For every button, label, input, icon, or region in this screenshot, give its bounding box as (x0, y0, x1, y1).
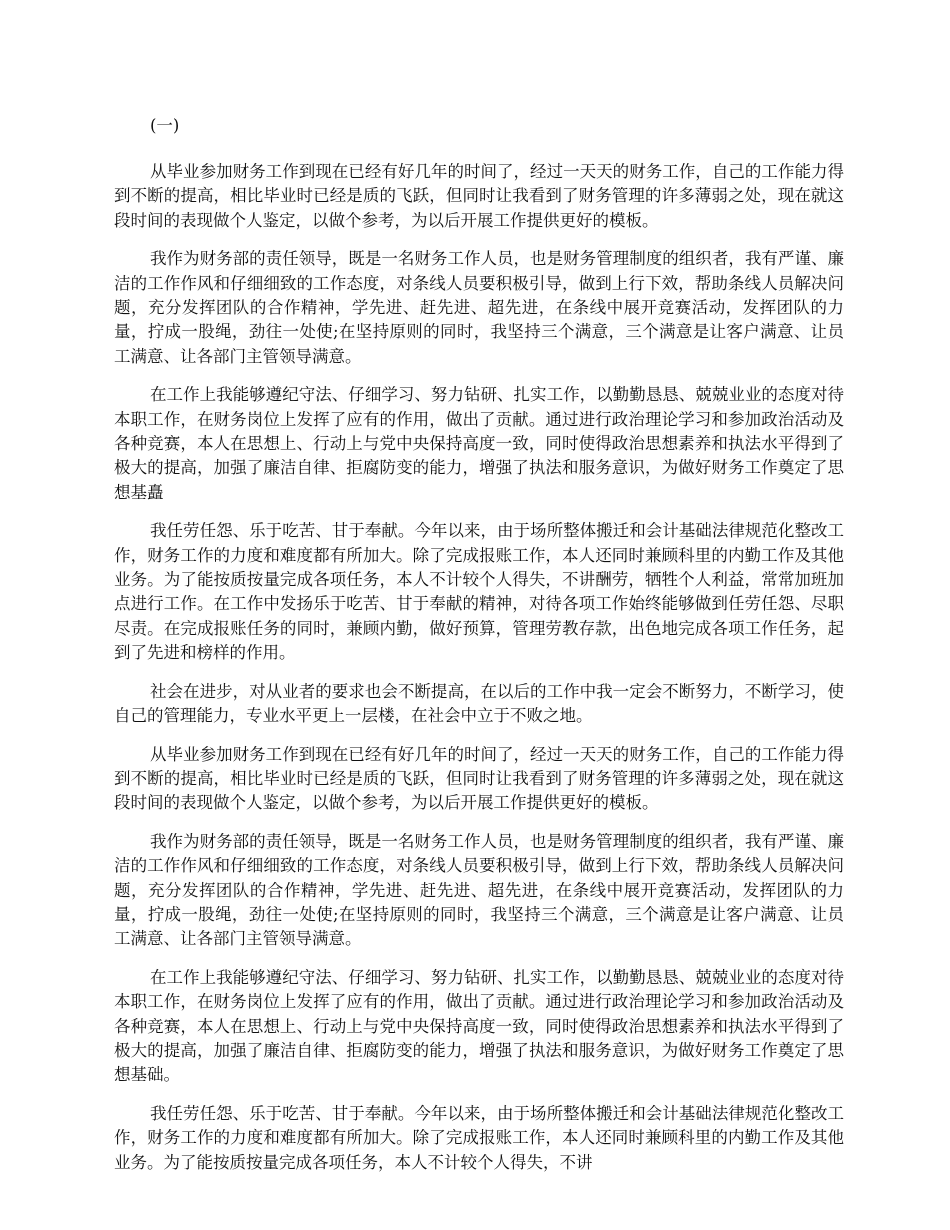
paragraph-2: 我作为财务部的责任领导，既是一名财务工作人员，也是财务管理制度的组织者，我有严谨、廉洁的工作作风和仔细细致的工作态度，对条线人员要积极引导，做到上行下效，帮助条线人员解决问题，充分发挥团队的合作精神，学先进、赶先进、超先进，在条线中展开竞赛活动，发挥团队的力量，拧成一股绳，劲往一处使;在坚持原则的同时，我坚持三个满意，三个满意是让客户满意、让员工满意、让各部门主管领导满意。 (114, 249, 844, 366)
paragraph-1: 从毕业参加财务工作到现在已经有好几年的时间了，经过一天天的财务工作，自己的工作能力得到不断的提高，相比毕业时已经是质的飞跃，但同时让我看到了财务管理的许多薄弱之处，现在就这段时间的表现做个人鉴定，以做个参考，为以后开展工作提供更好的模板。 (114, 162, 844, 230)
paragraph-8: 在工作上我能够遵纪守法、仔细学习、努力钻研、扎实工作，以勤勤恳恳、兢兢业业的态度对待本职工作，在财务岗位上发挥了应有的作用，做出了贡献。通过进行政治理论学习和参加政治活动及各种竞赛，本人在思想上、行动上与党中央保持高度一致，同时使得政治思想素养和执法水平得到了极大的提高，加强了廉洁自律、拒腐防变的能力，增强了执法和服务意识，为做好财务工作奠定了思想基础。 (114, 968, 844, 1085)
paragraph-5: 社会在进步，对从业者的要求也会不断提高，在以后的工作中我一定会不断努力，不断学习，使自己的管理能力，专业水平更上一层楼，在社会中立于不败之地。 (114, 681, 844, 725)
document-page (114, 114, 844, 1189)
paragraph-3: 在工作上我能够遵纪守法、仔细学习、努力钻研、扎实工作，以勤勤恳恳、兢兢业业的态度对待本职工作，在财务岗位上发挥了应有的作用，做出了贡献。通过进行政治理论学习和参加政治活动及各种竞赛，本人在思想上、行动上与党中央保持高度一致，同时使得政治思想素养和执法水平得到了极大的提高，加强了廉洁自律、拒腐防变的能力，增强了执法和服务意识，为做好财务工作奠定了思想基矗 (114, 385, 844, 502)
paragraph-6: 从毕业参加财务工作到现在已经有好几年的时间了，经过一天天的财务工作，自己的工作能力得到不断的提高，相比毕业时已经是质的飞跃，但同时让我看到了财务管理的许多薄弱之处，现在就这段时间的表现做个人鉴定，以做个参考，为以后开展工作提供更好的模板。 (114, 744, 844, 813)
section-heading: (一) (150, 116, 180, 135)
paragraph-4: 我任劳任怨、乐于吃苦、甘于奉献。今年以来，由于场所整体搬迁和会计基础法律规范化整改工作，财务工作的力度和难度都有所加大。除了完成报账工作，本人还同时兼顾科里的内勤工作及其他业务。为了能按质按量完成各项任务，本人不计较个人得失，不讲酬劳，牺牲个人利益，常常加班加点进行工作。在工作中发扬乐于吃苦、甘于奉献的精神，对待各项工作始终能够做到任劳任怨、尽职尽责。在完成报账任务的同时，兼顾内勤，做好预算，管理劳教存款，出色地完成各项工作任务，起到了先进和榜样的作用。 (114, 521, 844, 662)
paragraph-7: 我作为财务部的责任领导，既是一名财务工作人员，也是财务管理制度的组织者，我有严谨、廉洁的工作作风和仔细细致的工作态度，对条线人员要积极引导，做到上行下效，帮助条线人员解决问题，充分发挥团队的合作精神，学先进、赶先进、超先进，在条线中展开竞赛活动，发挥团队的力量，拧成一股绳，劲往一处使;在坚持原则的同时，我坚持三个满意，三个满意是让客户满意、让员工满意、让各部门主管领导满意。 (114, 832, 844, 949)
paragraph-9: 我任劳任怨、乐于吃苦、甘于奉献。今年以来，由于场所整体搬迁和会计基础法律规范化整改工作，财务工作的力度和难度都有所加大。除了完成报账工作，本人还同时兼顾科里的内勤工作及其他业务。为了能按质按量完成各项任务，本人不计较个人得失，不讲 (114, 1104, 844, 1172)
